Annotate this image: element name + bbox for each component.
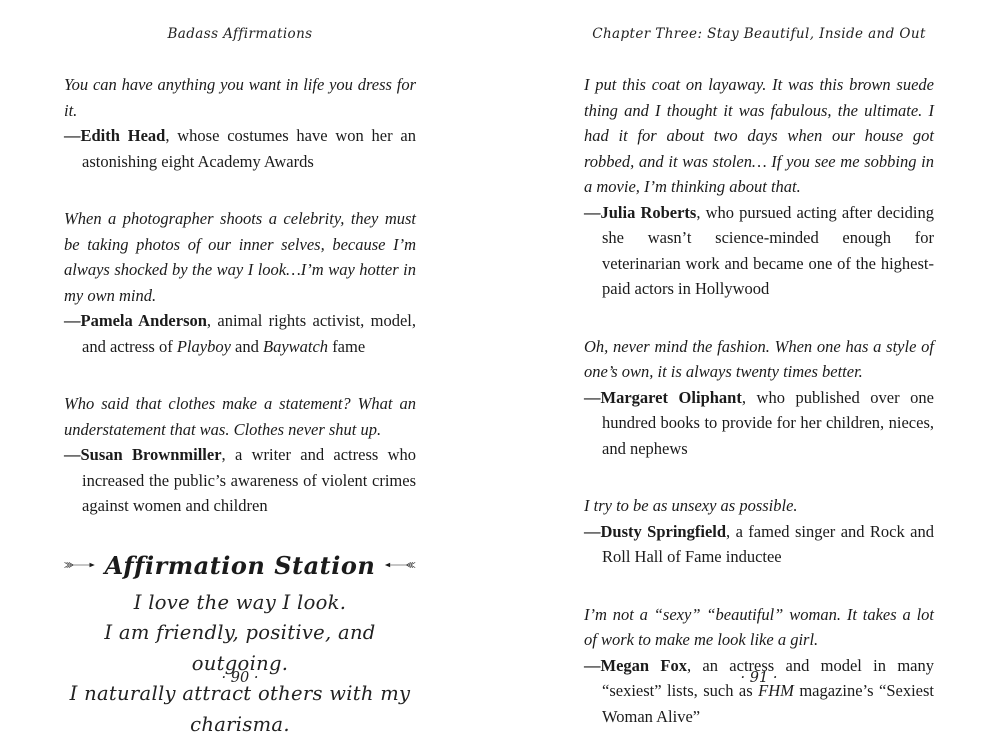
quote-group (64, 72, 416, 174)
attribution-text: and (231, 337, 263, 356)
page-right (584, 0, 934, 700)
quote-attribution (64, 308, 416, 359)
page-left (64, 0, 416, 700)
quote-group (584, 334, 934, 462)
attribution-text: FHM (758, 681, 794, 700)
page-number-right: · 91 · (584, 670, 934, 686)
quote-author: —Julia Roberts (584, 203, 696, 222)
quote-list-left (64, 72, 416, 519)
quote-text: Who said that clothes make a statement? What an understatement that was. Clothes never shut up. (64, 391, 416, 442)
quote-attribution (584, 653, 934, 730)
feathered-arrow-right-icon (64, 556, 96, 574)
quote-author: —Megan Fox (584, 656, 687, 675)
quote-author: —Susan Brownmiller (64, 445, 222, 464)
attribution-text: , an actress and model in many “sexiest” lists, such as (602, 656, 934, 701)
quote-text: I put this coat on layaway. It was this brown suede thing and I thought it was fabulous, the ultimate. I had it for about two days when our house got robbed, and it was stolen… If you see me sobbing in a movie, I’m thinking about that. (584, 72, 934, 200)
quote-attribution (584, 385, 934, 462)
attribution-text: Baywatch (263, 337, 328, 356)
page-number-left: · 90 · (64, 670, 416, 686)
affirmation-line: I am friendly, positive, and outgoing. (64, 618, 416, 679)
attribution-text: , who published over one hundred books to provide for her children, nieces, and nephews (602, 388, 934, 458)
affirmation-line: I love the way I look. (64, 588, 416, 619)
running-header-right: Chapter Three: Stay Beautiful, Inside and Out (584, 26, 934, 42)
affirmation-line: I naturally attract others with my charisma. (64, 679, 416, 740)
attribution-text: , a famed singer and Rock and Roll Hall of Fame inductee (602, 522, 934, 567)
attribution-text: fame (328, 337, 365, 356)
attribution-text: Playboy (177, 337, 231, 356)
quote-group (64, 206, 416, 359)
quote-author: —Edith Head (64, 126, 165, 145)
quote-attribution (584, 200, 934, 302)
affirmation-station-title: Affirmation Station (105, 551, 376, 580)
attribution-text: , who pursued acting after deciding she wasn’t science-minded enough for veterinarian work and became one of the highest-paid actors in Hollywood (602, 203, 934, 299)
quote-text: You can have anything you want in life you dress for it. (64, 72, 416, 123)
quote-group (584, 493, 934, 570)
feathered-arrow-left-icon (384, 556, 416, 574)
quote-text: I’m not a “sexy” “beautiful” woman. It takes a lot of work to make me look like a girl. (584, 602, 934, 653)
affirmation-lines (64, 588, 416, 740)
quote-group (64, 391, 416, 519)
quote-author: —Margaret Oliphant (584, 388, 742, 407)
attribution-text: , a writer and actress who increased the public’s awareness of violent crimes against women and children (82, 445, 416, 515)
quote-list-right (584, 72, 934, 729)
quote-author: —Pamela Anderson (64, 311, 207, 330)
quote-attribution (64, 442, 416, 519)
quote-author: —Dusty Springfield (584, 522, 726, 541)
quote-group (584, 72, 934, 302)
affirmation-station (64, 551, 416, 740)
quote-group (584, 602, 934, 730)
quote-text: Oh, never mind the fashion. When one has a style of one’s own, it is always twenty times better. (584, 334, 934, 385)
affirmation-station-title-row (64, 551, 416, 580)
running-header-left: Badass Affirmations (64, 26, 416, 42)
quote-attribution (584, 519, 934, 570)
quote-text: I try to be as unsexy as possible. (584, 493, 934, 519)
attribution-text: , animal rights activist, model, and actress of (82, 311, 416, 356)
quote-text: When a photographer shoots a celebrity, they must be taking photos of our inner selves, because I’m always shocked by the way I look…I’m way hotter in my own mind. (64, 206, 416, 308)
attribution-text: magazine’s “Sexiest Woman Alive” (602, 681, 934, 726)
attribution-text: , whose costumes have won her an astonishing eight Academy Awards (82, 126, 416, 171)
quote-attribution (64, 123, 416, 174)
